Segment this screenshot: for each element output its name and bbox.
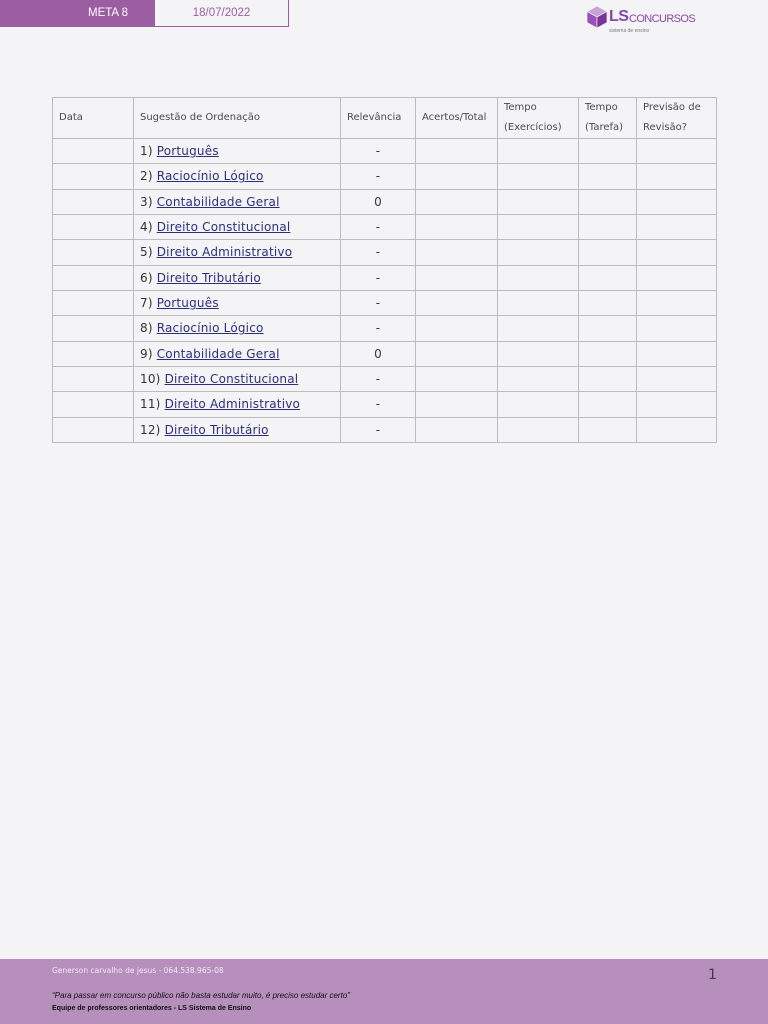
meta-badge <box>0 0 155 27</box>
subject-cell <box>134 240 341 265</box>
subject-link[interactable]: Direito Constitucional <box>156 220 291 235</box>
subject-cell <box>134 316 341 341</box>
table-row <box>53 240 717 265</box>
previsao-revisao-cell <box>637 417 717 442</box>
previsao-revisao-cell <box>637 392 717 417</box>
acertos-total-cell <box>416 417 498 442</box>
relevance-cell: - <box>341 316 416 341</box>
acertos-total-cell <box>416 316 498 341</box>
cube-icon <box>586 5 608 29</box>
tempo-tarefa-cell <box>579 265 637 290</box>
column-header-previsao-revisao: Previsão de Revisão? <box>637 98 717 139</box>
table-row <box>53 341 717 366</box>
date-cell <box>53 265 134 290</box>
subject-cell <box>134 366 341 391</box>
subject-cell <box>134 139 341 164</box>
acertos-total-cell <box>416 139 498 164</box>
subject-cell <box>134 392 341 417</box>
date-cell <box>53 139 134 164</box>
tempo-exercicios-cell <box>498 417 579 442</box>
date-cell <box>53 240 134 265</box>
table-row <box>53 265 717 290</box>
tempo-tarefa-cell <box>579 139 637 164</box>
tempo-tarefa-cell <box>579 341 637 366</box>
relevance-cell: - <box>341 214 416 239</box>
column-header-acertos-total: Acertos/Total <box>416 98 498 139</box>
tempo-exercicios-cell <box>498 366 579 391</box>
acertos-total-cell <box>416 341 498 366</box>
subject-index: 1) <box>140 144 153 159</box>
previsao-revisao-cell <box>637 341 717 366</box>
relevance-cell: - <box>341 392 416 417</box>
subject-link[interactable]: Direito Administrativo <box>156 245 293 260</box>
subject-link[interactable]: Direito Tributário <box>156 270 261 285</box>
tempo-tarefa-cell <box>579 240 637 265</box>
subject-index: 2) <box>140 169 153 184</box>
tempo-exercicios-cell <box>498 164 579 189</box>
relevance-cell: - <box>341 265 416 290</box>
relevance-cell: - <box>341 139 416 164</box>
date-badge: 18/07/2022 <box>155 0 289 27</box>
relevance-cell: - <box>341 290 416 315</box>
column-header-relevancia: Relevância <box>341 98 416 139</box>
tempo-exercicios-cell <box>498 189 579 214</box>
date-cell <box>53 189 134 214</box>
table-row <box>53 392 717 417</box>
subject-cell <box>134 341 341 366</box>
relevance-cell: 0 <box>341 341 416 366</box>
acertos-total-cell <box>416 164 498 189</box>
date-cell <box>53 392 134 417</box>
tempo-exercicios-cell <box>498 341 579 366</box>
subject-cell <box>134 164 341 189</box>
column-header-tempo-exercicios: Tempo (Exercícios) <box>498 98 579 139</box>
acertos-total-cell <box>416 265 498 290</box>
tempo-tarefa-cell <box>579 366 637 391</box>
tempo-exercicios-cell <box>498 139 579 164</box>
logo-tagline: sistema de ensino <box>609 28 650 34</box>
acertos-total-cell <box>416 290 498 315</box>
logo-brand-name: CONCURSOS <box>629 12 696 25</box>
table-row <box>53 417 717 442</box>
tempo-tarefa-cell <box>579 392 637 417</box>
relevance-cell: 0 <box>341 189 416 214</box>
subject-cell <box>134 214 341 239</box>
previsao-revisao-cell <box>637 316 717 341</box>
subject-link[interactable]: Direito Administrativo <box>164 397 301 412</box>
subject-index: 9) <box>140 346 153 361</box>
acertos-total-cell <box>416 240 498 265</box>
footer-team-credit: Equipe de professores orientadores - LS Sistema de Ensino <box>52 1005 252 1012</box>
previsao-revisao-cell <box>637 240 717 265</box>
tempo-exercicios-cell <box>498 392 579 417</box>
relevance-cell: - <box>341 164 416 189</box>
table-body <box>53 139 717 443</box>
subject-link[interactable]: Direito Constitucional <box>164 372 299 387</box>
relevance-cell: - <box>341 240 416 265</box>
table-row <box>53 164 717 189</box>
previsao-revisao-cell <box>637 164 717 189</box>
tempo-tarefa-cell <box>579 164 637 189</box>
subject-link[interactable]: Português <box>156 144 219 159</box>
relevance-cell: - <box>341 417 416 442</box>
table-header <box>53 98 717 139</box>
acertos-total-cell <box>416 392 498 417</box>
date-cell <box>53 316 134 341</box>
tempo-exercicios-cell <box>498 290 579 315</box>
date-cell <box>53 214 134 239</box>
previsao-revisao-cell <box>637 265 717 290</box>
tempo-tarefa-cell <box>579 189 637 214</box>
tempo-exercicios-cell <box>498 214 579 239</box>
student-identification: Generson carvalho de jesus - 064.538.965-08 <box>52 966 224 975</box>
previsao-revisao-cell <box>637 189 717 214</box>
subject-cell <box>134 417 341 442</box>
subject-cell <box>134 189 341 214</box>
relevance-cell: - <box>341 366 416 391</box>
table-row <box>53 189 717 214</box>
tempo-tarefa-cell <box>579 214 637 239</box>
subject-index: 6) <box>140 270 153 285</box>
page-number: 1 <box>708 967 717 983</box>
subject-link[interactable]: Direito Tributário <box>164 422 269 437</box>
subject-index: 11) <box>140 397 161 412</box>
table-row <box>53 366 717 391</box>
table-row <box>53 316 717 341</box>
column-header-data: Data <box>53 98 134 139</box>
tempo-exercicios-cell <box>498 240 579 265</box>
logo-brand-prefix: LS <box>609 8 629 25</box>
previsao-revisao-cell <box>637 214 717 239</box>
subject-index: 12) <box>140 422 161 437</box>
logo <box>586 4 696 34</box>
tempo-tarefa-cell <box>579 417 637 442</box>
column-header-tempo-tarefa: Tempo (Tarefa) <box>579 98 637 139</box>
subject-cell <box>134 265 341 290</box>
subject-index: 4) <box>140 220 153 235</box>
table-row <box>53 290 717 315</box>
acertos-total-cell <box>416 189 498 214</box>
study-plan-table <box>52 97 717 443</box>
date-cell <box>53 164 134 189</box>
acertos-total-cell <box>416 366 498 391</box>
tempo-exercicios-cell <box>498 316 579 341</box>
date-cell <box>53 366 134 391</box>
subject-link[interactable]: Contabilidade Geral <box>156 346 280 361</box>
tempo-tarefa-cell <box>579 316 637 341</box>
subject-link[interactable]: Português <box>156 296 219 311</box>
previsao-revisao-cell <box>637 366 717 391</box>
table-row <box>53 214 717 239</box>
table-row <box>53 139 717 164</box>
meta-label: META 8 <box>88 7 129 19</box>
subject-link[interactable]: Raciocínio Lógico <box>156 321 264 336</box>
page-footer <box>0 959 768 1024</box>
subject-cell <box>134 290 341 315</box>
date-cell <box>53 290 134 315</box>
table-header-row <box>53 98 717 139</box>
previsao-revisao-cell <box>637 290 717 315</box>
footer-quote: “Para passar em concurso público não basta estudar muito, é preciso estudar certo” <box>52 991 350 1000</box>
tempo-tarefa-cell <box>579 290 637 315</box>
subject-index: 10) <box>140 372 161 387</box>
subject-index: 8) <box>140 321 153 336</box>
subject-index: 3) <box>140 194 153 209</box>
date-cell <box>53 341 134 366</box>
acertos-total-cell <box>416 214 498 239</box>
subject-link[interactable]: Raciocínio Lógico <box>156 169 264 184</box>
subject-index: 7) <box>140 296 153 311</box>
date-cell <box>53 417 134 442</box>
column-header-ordenacao: Sugestão de Ordenação <box>134 98 341 139</box>
subject-index: 5) <box>140 245 153 260</box>
previsao-revisao-cell <box>637 139 717 164</box>
tempo-exercicios-cell <box>498 265 579 290</box>
subject-link[interactable]: Contabilidade Geral <box>156 194 280 209</box>
